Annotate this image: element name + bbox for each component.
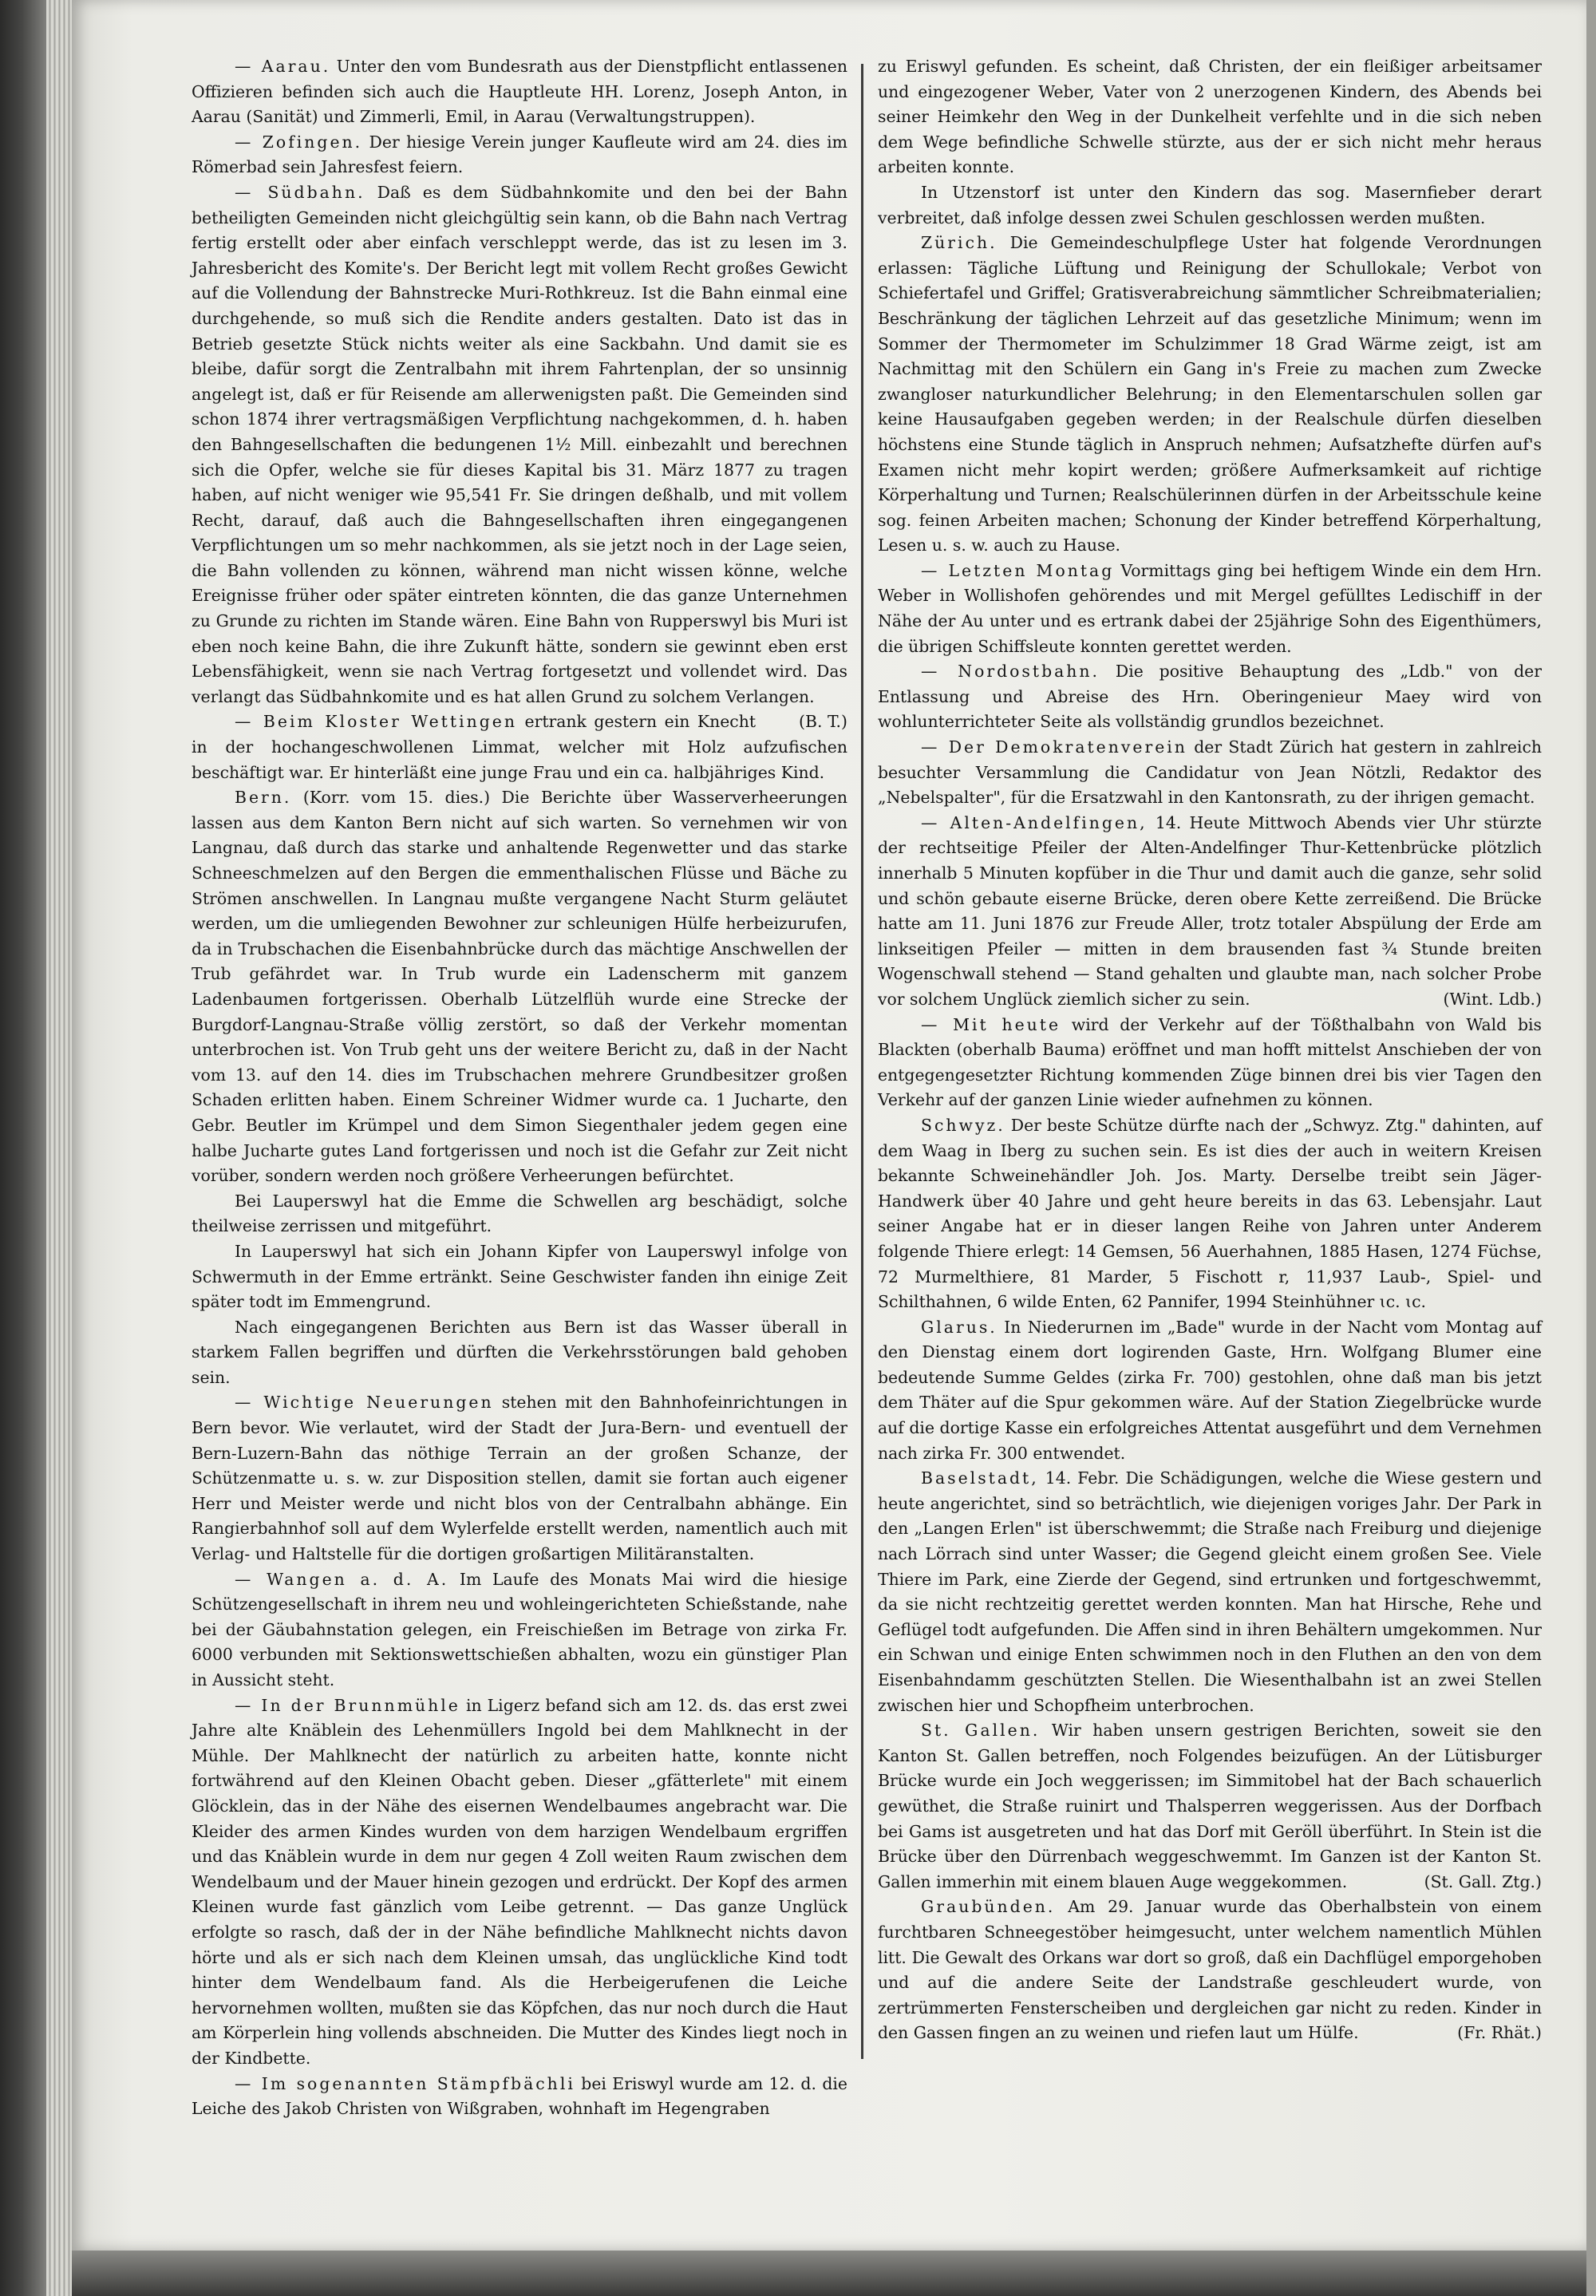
article-text: Der hiesige Verein junger Kaufleute wird am 24. dies im Römerbad sein Jahresfest feiern. bbox=[192, 132, 847, 177]
source-attribution: (St. Gall. Ztg.) bbox=[1424, 1871, 1542, 1891]
article-text: Daß es dem Südbahnkomite und den bei der Bahn betheiligten Gemeinden nicht gleichgültig sein kann, ob die Bahn nach Vertrag fertig erstellt oder aber einfach verschleppt werde, das ist zu lesen im 3. Jahresbericht des Komite's. Der Bericht legt mit vollem Recht großes Gewicht auf die Vollendung der Bahnstrecke Muri-Rothkreuz. Ist die Bahn einmal eine durchgehende, so muß sich die Rendite anders gestalten. Dato ist das in Betrieb gesetzte Stück nichts weiter als eine Sackbahn. Und damit sie es bleibe, dafür sorgt die Zentralbahn mit ihrem Fahrtenplan, der so unsinnig angelegt ist, daß er für Reisende am allerwenigsten paßt. Die Gemeinden sind schon 1874 ihrer vertragsmäßigen Verpflichtung nachgekommen, d. h. haben den Bahngesellschaften die bedungenen 1½ Mill. einbezahlt und berechnen sich die Opfer, welche sie für dieses Kapital bis 31. März 1877 zu tragen haben, auf nicht weniger wie 95,541 Fr. Sie dringen deßhalb, und mit vollem Recht, darauf, daß auch die Bahngesellschaften ihren eingegangenen Verpflichtungen um so mehr nachkommen, als sie jetzt noch in der Lage seien, die Bahn vollenden zu können, während man nicht wissen könne, welche Ereignisse früher oder später eintreten könnten, die das ganze Unternehmen zu Grunde zu richten im Stande wären. Eine Bahn von Rupperswyl bis Muri ist eben noch keine Bahn, die ihre Zukunft hätte, sondern sie gewinnt eben erst Lebensfähigkeit, wenn sie nach Vertrag fortgesetzt und vollendet wird. Das verlangt das Südbahnkomite und es hat allen Grund zu solchem Verlangen. bbox=[192, 182, 848, 706]
left-column bbox=[192, 54, 847, 2122]
article-dateline: — Aarau. bbox=[235, 57, 331, 76]
article-paragraph bbox=[192, 2072, 847, 2122]
article-paragraph bbox=[878, 735, 1542, 811]
article-text: Nach eingegangenen Berichten aus Bern ist das Wasser überall in starkem Fallen begriffen und dürften die Verkehrsstörungen bald gehoben sein. bbox=[192, 1317, 847, 1387]
source-attribution: (Wint. Ldb.) bbox=[1443, 989, 1542, 1009]
column-rule bbox=[861, 64, 863, 2059]
article-text: Die positive Behauptung des „Ldb." von der Entlassung und Abreise des Hrn. Oberingenieur Maey wird von wohlunterrichteter Seite als vollständig grundlos bezeichnet. bbox=[878, 662, 1542, 732]
article-text: In Niederurnen im „Bade" wurde in der Nacht vom Montag auf den Dienstag einem dort logirenden Gaste, Hrn. Wolfgang Blumer eine bedeutende Summe Geldes (zirka Fr. 700) gestohlen, ohne daß man bis jetzt dem Thäter auf die Spur gekommen wäre. Auf der Station Ziegelbrücke wurde auf die dortige Kasse ein erfolgreiches Attentat ausgeführt und dem Vernehmen nach zirka Fr. 300 entwendet. bbox=[878, 1317, 1542, 1463]
article-paragraph bbox=[878, 559, 1542, 659]
article-dateline: — Alten-Andelfingen, bbox=[921, 812, 1148, 832]
article-paragraph bbox=[878, 54, 1542, 180]
article-text: Die Gemeindeschulpflege Uster hat folgende Verordnungen erlassen: Tägliche Lüftung und Reinigung der Schullokale; Verbot von Schiefertafel und Griffel; Gratisverabreichung sämmtlicher Schreibmaterialien; Beschränkung der täglichen Lehrzeit auf das gesetzliche Minimum; wenn im Sommer der Thermometer im Schulzimmer 18 Grad Wärme zeigt, ist am Nachmittag mit den Schülern ein Gang in's Freie zu machen zum Zwecke zwangloser naturkundlicher Belehrung; in den Elementarschulen sollen gar keine Hausaufgaben gegeben werden; in der Realschule dürfen dieselben höchstens eine Stunde täglich in Anspruch nehmen; Aufsatzhefte dürfen auf's Examen nicht mehr kopirt werden; größere Aufmerksamkeit auf richtige Körperhaltung und Turnen; Realschülerinnen dürfen in der Arbeitsschule keine sog. feinen Arbeiten machen; Schonung der Kinder betreffend Körperhaltung, Lesen u. s. w. auch zu Hause. bbox=[878, 233, 1542, 555]
article-paragraph bbox=[878, 1013, 1542, 1113]
article-paragraph bbox=[878, 1895, 1542, 2046]
article-paragraph bbox=[192, 1693, 847, 2072]
article-dateline: — Der Demokratenverein bbox=[921, 737, 1187, 757]
article-text: Wir haben unsern gestrigen Berichten, soweit sie den Kanton St. Gallen betreffen, noch Folgendes beizufügen. An der Lütisburger Brücke wurde ein Joch weggerissen; im Simmitobel hat der Bach schauerlich gewüthet, die Straße ruinirt und Thalsperren weggerissen. Aus der Dorfbach bei Gams ist ausgetreten und hat das Dorf mit Geröll überführt. In Stein ist die Brücke über den Dürrenbach weggeschwemmt. Im Ganzen ist der Kanton St. Gallen immerhin mit einem blauen Auge weggekommen. bbox=[878, 1721, 1542, 1891]
scan-shadow bbox=[72, 2251, 1596, 2296]
article-dateline: Baselstadt, bbox=[921, 1468, 1039, 1488]
article-paragraph bbox=[878, 1718, 1542, 1895]
article-paragraph bbox=[878, 231, 1542, 559]
article-dateline: Graubünden. bbox=[921, 1897, 1056, 1917]
article-dateline: — In der Brunnmühle bbox=[235, 1695, 460, 1715]
article-paragraph bbox=[192, 785, 847, 1189]
article-dateline: Glarus. bbox=[921, 1317, 998, 1337]
source-attribution: (B. T.) bbox=[799, 712, 847, 732]
article-paragraph bbox=[878, 180, 1542, 231]
article-paragraph bbox=[878, 659, 1542, 735]
article-text: wird der Verkehr auf der Tößthalbahn von Wald bis Blackten (oberhalb Bauma) eröffnet und man hofft mittelst Anschieben der von entgegengesetzter Richtung kommenden Züge binnen drei bis vier Tagen den Verkehr auf der ganzen Linie wieder aufnehmen zu können. bbox=[878, 1014, 1542, 1110]
article-paragraph bbox=[192, 1567, 847, 1693]
article-text: Unter den vom Bundesrath aus der Dienstpflicht entlassenen Offizieren befinden sich auch die Hauptleute HH. Lorenz, Joseph Anton, in Aarau (Sanität) und Zimmerli, Emil, in Aarau (Verwaltungstruppen). bbox=[192, 57, 848, 127]
article-text: Der beste Schütze dürfte nach der „Schwyz. Ztg." dahinten, auf dem Waag in Iberg zu suchen sein. Es ist dies der auch in weitern Kreisen bekannte Schweinehändler Joh. Jos. Marty. Derselbe treibt sein Jäger-Handwerk über 40 Jahre und geht heure bereits in das 63. Lebensjahr. Laut seiner Angabe hat er in dieser langen Reihe von Jahren unter Anderem folgende Thiere erlegt: 14 Gemsen, 56 Auerhahnen, 1885 Hasen, 1274 Füchse, 72 Murmelthiere, 81 Marder, 5 Fischott r, 11,937 Laub-, Spiel- und Schilthahnen, 6 wilde Enten, 62 Pannifer, 1994 Steinhühner ɩc. ɩc. bbox=[878, 1115, 1543, 1312]
article-text: In Utzenstorf ist unter den Kindern das sog. Masernfieber derart verbreitet, daß infolge dessen zwei Schulen geschlossen werden mußten. bbox=[878, 182, 1542, 227]
article-dateline: — Südbahn. bbox=[235, 182, 365, 202]
article-text: bei Eriswyl wurde am 12. d. die Leiche des Jakob Christen von Wißgraben, wohnhaft im Hegengraben bbox=[192, 2073, 847, 2119]
article-text: stehen mit den Bahnhofeinrichtungen in Bern bevor. Wie verlautet, wird der Stadt der Jura-Bern- und eventuell der Bern-Luzern-Bahn das nöthige Terrain an der großen Schanze, der Schützenmatte u. s. w. zur Disposition stellen, damit sie fortan auch eigener Herr und Meister werde und nicht blos von der Centralbahn abhänge. Ein Rangierbahnhof soll auf dem Wylerfelde erstellt werden, namentlich auch mit Verlag- und Haltstelle für die dortigen großartigen Militäranstalten. bbox=[192, 1393, 847, 1564]
article-paragraph bbox=[192, 1239, 847, 1315]
article-text: ertrank gestern ein Knecht in der hochangeschwollenen Limmat, welcher mit Holz aufzufischen beschäftigt war. Er hinterläßt eine junge Frau und ein ca. halbjähriges Kind. bbox=[192, 712, 847, 782]
article-text: (Korr. vom 15. dies.) Die Berichte über Wasserverheerungen lassen aus dem Kanton Bern nicht auf sich warten. So vernehmen wir von Langnau, daß durch das starke und anhaltende Regenwetter und das starke Schneeschmelzen auf den Bergen die emmenthalischen Flüsse und Bäche zu Strömen anschwellen. In Langnau mußte vergangene Nacht Sturm geläutet werden, um die umliegenden Bewohner zur schleunigen Hülfe herbeizurufen, da in Trubschachen die Eisenbahnbrücke durch das mächtige Anschwellen der Trub gefährdet war. In Trub wurde ein Ladenscherm mit ganzem Ladenbaumen fortgerissen. Oberhalb Lützelflüh wurde eine Strecke der Burgdorf-Langnau-Straße völlig zerstört, so daß der Verkehr momentan unterbrochen ist. Von Trub geht uns der weitere Bericht zu, daß in der Nacht vom 13. auf den 14. dies im Trubschachen mehrere Grundbesitzer großen Schaden erlitten haben. Einem Schreiner Widmer wurde ca. 1 Jucharte, den Gebr. Beutler im Krümpel und dem Simon Siegenthaler jedem gegen eine halbe Jucharte gutes Land fortgerissen und noch ist die Gefahr zur Zeit nicht vorüber, sondern werden noch größere Verheerungen befürchtet. bbox=[192, 788, 847, 1186]
article-dateline: — Mit heute bbox=[921, 1014, 1061, 1034]
article-text: In Lauperswyl hat sich ein Johann Kipfer von Lauperswyl infolge von Schwermuth in der Emme ertränkt. Seine Geschwister fanden ihn einige Zeit später todt im Emmengrund. bbox=[192, 1241, 847, 1312]
article-text: zu Eriswyl gefunden. Es scheint, daß Christen, der ein fleißiger arbeitsamer und eingezogener Weber, Vater von 2 unerzogenen Kindern, des Abends bei seiner Heimkehr den Weg in der Dunkelheit verfehlte und in die sich neben dem Wege befindliche Schwelle stürzte, aus der er sich nicht mehr heraus arbeiten konnte. bbox=[878, 57, 1542, 177]
article-text: 14. Febr. Die Schädigungen, welche die Wiese gestern und heute angerichtet, sind so beträchtlich, wie diejenigen voriges Jahr. Der Park in den „Langen Erlen" ist überschwemmt; die Straße nach Freiburg und diejenige nach Lörrach sind unter Wasser; die Gegend gleicht einem großen See. Viele Thiere im Park, eine Zierde der Gegend, sind ertrunken und fortgeschwemmt, da sie nicht rechtzeitig gerettet werden konnten. Man hat Hirsche, Rehe und Geflügel todt aufgefunden. Die Affen sind in ihren Behältern umgekommen. Nur ein Schwan und einige Enten schwimmen noch in den Fluthen an den von dem Eisenbahndamm geschützten Stellen. Die Wiesenthalbahn ist an zwei Stellen zwischen hier und Schopfheim unterbrochen. bbox=[878, 1468, 1542, 1715]
article-paragraph bbox=[878, 1113, 1542, 1315]
article-dateline: — Wangen a. d. A. bbox=[235, 1569, 449, 1589]
article-dateline: — Nordostbahn. bbox=[921, 662, 1100, 682]
article-dateline: Zürich. bbox=[921, 233, 998, 253]
article-dateline: — Im sogenannten Stämpfbächli bbox=[235, 2073, 575, 2093]
article-paragraph bbox=[192, 1315, 847, 1391]
article-paragraph bbox=[192, 709, 847, 785]
scan-right-edge bbox=[1586, 0, 1596, 2296]
article-paragraph bbox=[192, 54, 847, 130]
article-text: Bei Lauperswyl hat die Emme die Schwellen arg beschädigt, solche theilweise zerrissen und mitgeführt. bbox=[192, 1191, 847, 1236]
article-paragraph bbox=[878, 811, 1542, 1013]
article-text: in Ligerz befand sich am 12. ds. das erst zwei Jahre alte Knäblein des Lehenmüllers Ingold bei dem Mahlknecht in der Mühle. Der Mahlknecht der natürlich zu arbeiten hatte, konnte nicht fortwährend auf den Kleinen Obacht geben. Dieser „gfätterlete" mit einem Glöcklein, das in der Nähe des eisernen Wendelbaumes angebracht war. Die Kleider des armen Kindes wurden von dem harzigen Wendelbaum ergriffen und das Knäblein wurde in dem nur gegen 4 Zoll weiten Raum zwischen dem Wendelbaum und der Mauer hinein gezogen und erdrückt. Der Kopf des armen Kleinen wurde fast gänzlich vom Leibe getrennt. — Das ganze Unglück erfolgte so rasch, daß der in der Nähe befindliche Mahlknecht nichts davon hörte und als er sich nach dem Kleinen umsah, das unglückliche Kind todt hinter dem Wendelbaum fand. Als die Herbeigerufenen die Leiche hervornehmen wollten, mußten sie das Köpfchen, das nur noch durch die Haut am Körperlein hing vollends abschneiden. Die Mutter des Kindes liegt noch in der Kindbette. bbox=[192, 1695, 848, 2068]
article-dateline: — Beim Kloster Wettingen bbox=[235, 712, 517, 732]
article-text: 14. Heute Mittwoch Abends vier Uhr stürzte der rechtseitige Pfeiler der Alten-Andelfinger Thur-Kettenbrücke plötzlich innerhalb 5 Minuten kopfüber in die Thur und damit auch die ganze, sehr solid und schön gebaute eiserne Brücke, deren obere Kette zerreißend. Die Brücke hatte am 11. Juni 1876 zur Freude Aller, trotz totaler Abspülung der Erde am linkseitigen Pfeiler — mitten in dem brausenden fast ¾ Stunde breiten Wogenschwall stehend — Stand gehalten und glaubte man, nach solcher Probe vor solchem Unglück ziemlich sicher zu sein. bbox=[878, 812, 1543, 1009]
article-dateline: Schwyz. bbox=[921, 1115, 1005, 1135]
right-column bbox=[878, 54, 1542, 2046]
article-paragraph bbox=[878, 1315, 1542, 1467]
article-dateline: Bern. bbox=[235, 788, 292, 808]
article-paragraph bbox=[192, 1189, 847, 1239]
article-dateline: — Letzten Montag bbox=[921, 560, 1115, 580]
article-paragraph bbox=[192, 130, 847, 180]
article-text: Vormittags ging bei heftigem Winde ein dem Hrn. Weber in Wollishofen gehörendes und mit Mergel gefülltes Ledischiff in der Nähe der Au unter und es ertrank dabei der 25jährige Sohn des Eigenthümers, die übrigen Schiffsleute konnten gerettet werden. bbox=[878, 560, 1543, 656]
article-paragraph bbox=[192, 1390, 847, 1567]
article-paragraph bbox=[878, 1466, 1542, 1718]
source-attribution: (Fr. Rhät.) bbox=[1457, 2023, 1542, 2043]
article-dateline: — Wichtige Neuerungen bbox=[235, 1393, 494, 1413]
article-dateline: — Zofingen. bbox=[235, 132, 363, 152]
article-dateline: St. Gallen. bbox=[921, 1721, 1041, 1741]
article-text: Im Laufe des Monats Mai wird die hiesige Schützengesellschaft in ihrem neu und wohleingerichteten Schießstande, nahe bei der Gäubahnstation gelegen, ein Freischießen im Betrage von zirka Fr. 6000 verbunden mit Sektionswettschießen abhalten, wozu ein günstiger Plan in Aussicht steht. bbox=[192, 1569, 847, 1689]
article-text: der Stadt Zürich hat gestern in zahlreich besuchter Versammlung die Candidatur von Jean Nötzli, Redaktor des „Nebelspalter", für die Ersatzwahl in den Kantonsrath, zu der ihrigen gemacht. bbox=[878, 737, 1542, 808]
article-text: Am 29. Januar wurde das Oberhalbstein von einem furchtbaren Schneegestöber heimgesucht, unter welchem namentlich Mühlen litt. Die Gewalt des Orkans war dort so groß, daß ein Dachflügel emporgehoben und auf die andere Seite der Landstraße geschleudert wurde, von zertrümmerten Fensterscheiben und dergleichen gar nicht zu reden. Kinder in den Gassen fingen an zu weinen und riefen laut um Hülfe. bbox=[878, 1897, 1542, 2043]
